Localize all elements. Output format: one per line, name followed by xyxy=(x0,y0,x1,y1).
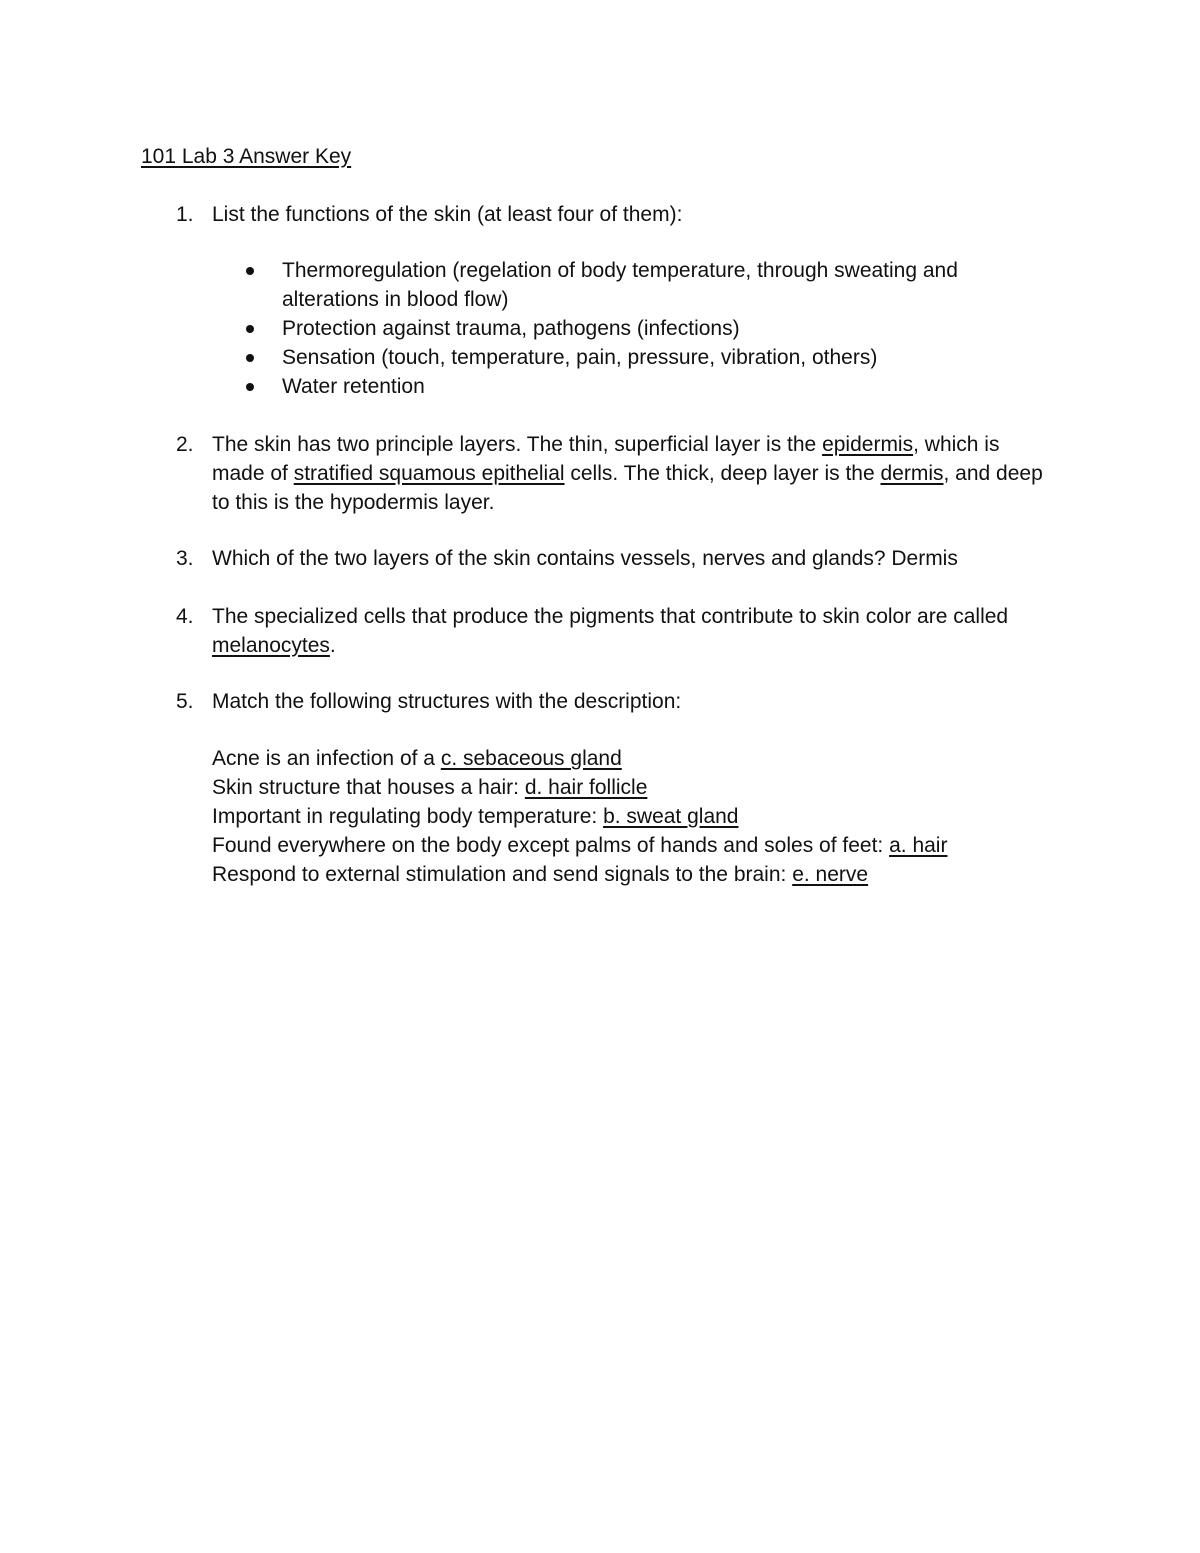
question-text xyxy=(212,602,1056,660)
match-prompt: Found everywhere on the body except palms of hands and soles of feet: xyxy=(212,834,890,857)
question-text-part: The specialized cells that produce the pigments that contribute to skin color are called xyxy=(212,605,1009,628)
match-answer: e. nerve xyxy=(792,863,869,886)
match-answer: c. sebaceous gland xyxy=(440,747,622,770)
answer-epithelial: stratified squamous epithelial xyxy=(293,462,565,485)
list-item xyxy=(244,314,1034,343)
list-item-text: Protection against trauma, pathogens (infections) xyxy=(282,317,740,340)
list-item-text: Water retention xyxy=(282,375,425,398)
list-item xyxy=(244,256,1034,314)
question-text: Which of the two layers of the skin contains vessels, nerves and glands? Dermis xyxy=(212,547,958,570)
match-answer: b. sweat gland xyxy=(603,805,739,828)
answer-dermis: dermis xyxy=(880,462,944,485)
question-number: 3. xyxy=(176,547,194,570)
question-text: List the functions of the skin (at least four of them): xyxy=(212,203,683,226)
list-item-text: Sensation (touch, temperature, pain, pressure, vibration, others) xyxy=(282,346,878,369)
match-prompt: Skin structure that houses a hair: xyxy=(212,776,525,799)
question-text-part: , which is made of xyxy=(212,433,1000,485)
question-number: 4. xyxy=(176,605,194,628)
document-title: 101 Lab 3 Answer Key xyxy=(141,145,352,168)
question-text xyxy=(212,430,1056,517)
bullet-icon xyxy=(246,325,254,333)
question-number: 1. xyxy=(176,203,194,226)
question-4 xyxy=(176,602,1056,660)
question-3 xyxy=(176,544,1056,573)
list-item xyxy=(212,744,1112,773)
question-2 xyxy=(176,430,1056,517)
list-item-text: Thermoregulation (regelation of body temperature, through sweating and alterations in blood flow) xyxy=(282,259,958,311)
question-1 xyxy=(176,200,1056,229)
list-item xyxy=(244,372,1034,401)
list-item xyxy=(212,773,1112,802)
question-text-part: cells. The thick, deep layer is the xyxy=(564,462,881,485)
bullet-icon xyxy=(246,354,254,362)
question-text-part: , and deep to this is the hypodermis layer. xyxy=(212,462,1043,514)
answer-epidermis: epidermis xyxy=(822,433,914,456)
question-5 xyxy=(176,687,1056,716)
list-item xyxy=(244,343,1034,372)
question-number: 5. xyxy=(176,690,194,713)
match-answer: d. hair follicle xyxy=(524,776,648,799)
bullet-icon xyxy=(246,383,254,391)
list-item xyxy=(212,860,1112,889)
list-item xyxy=(212,831,1112,860)
match-prompt: Respond to external stimulation and send signals to the brain: xyxy=(212,863,793,886)
question-number: 2. xyxy=(176,433,194,456)
bullet-icon xyxy=(246,267,254,275)
answer-melanocytes: melanocytes xyxy=(212,634,330,657)
question-text: Match the following structures with the description: xyxy=(212,690,682,713)
match-prompt: Important in regulating body temperature: xyxy=(212,805,604,828)
matching-answers xyxy=(212,744,1112,889)
match-prompt: Acne is an infection of a xyxy=(212,747,441,770)
skin-functions-list xyxy=(244,256,1034,401)
match-answer: a. hair xyxy=(889,834,948,857)
question-text-part: . xyxy=(329,634,336,657)
question-text-part: The skin has two principle layers. The thin, superficial layer is the xyxy=(212,433,823,456)
list-item xyxy=(212,802,1112,831)
